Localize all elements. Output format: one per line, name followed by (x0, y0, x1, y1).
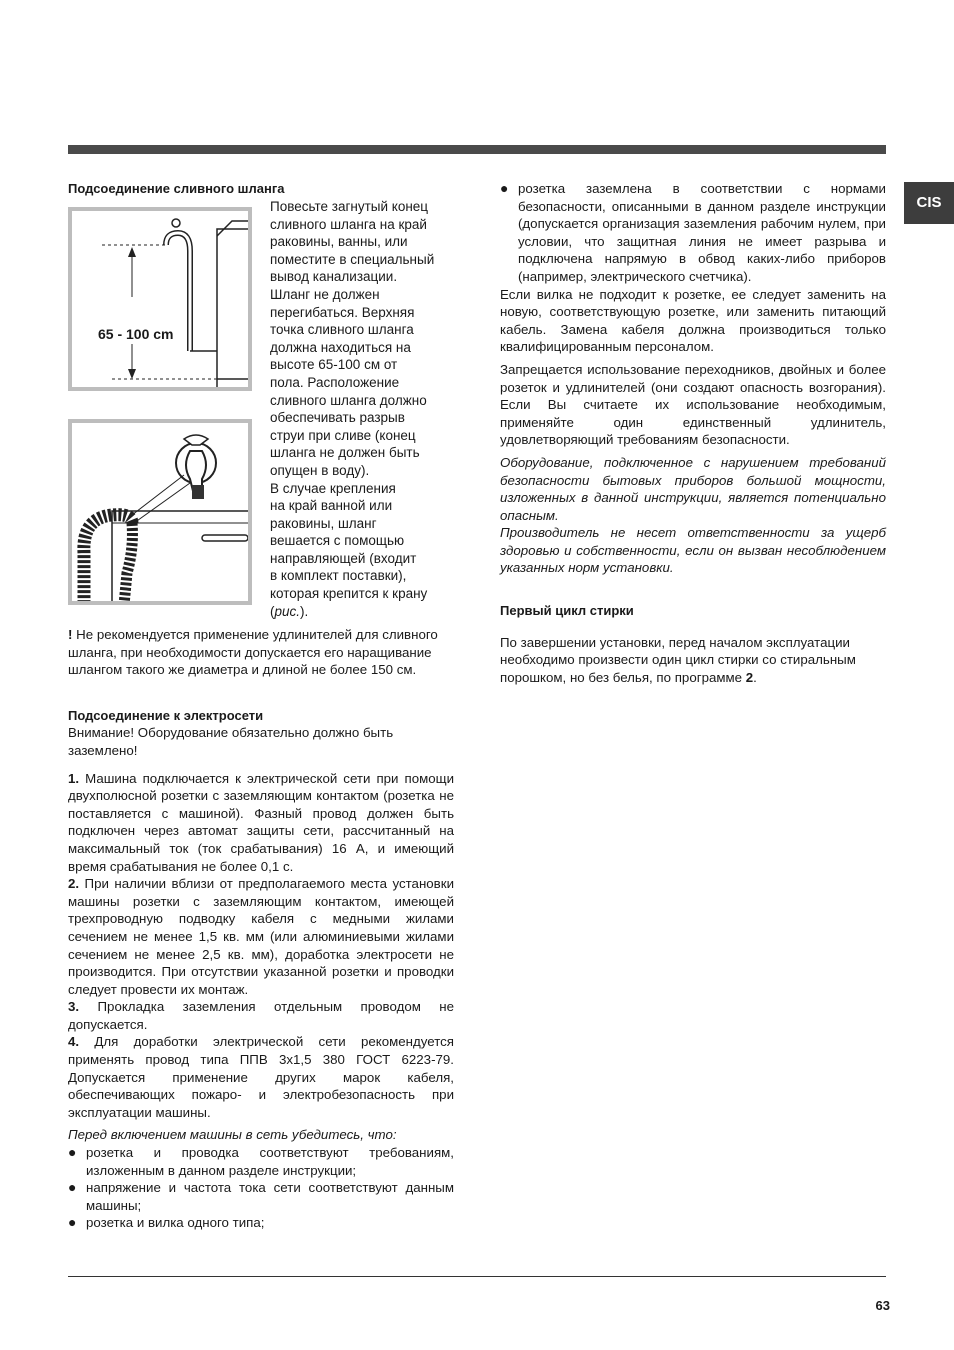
liability-note: Производитель не несет ответственности за ущерб здоровью и собственности, если он вызван несоблюдением указанных норм установки. (500, 525, 886, 576)
drain-line: сливного шланга на край (270, 216, 427, 232)
drain-line: вешается с помощью (270, 533, 405, 549)
drain-line: опущен в воду). (270, 462, 370, 478)
drain-line: обеспечивать разрыв (270, 410, 405, 426)
drain-line: на край ванной или (270, 498, 393, 514)
footer-rule (68, 1276, 886, 1277)
hose-guide-illustration (72, 423, 248, 601)
drain-line: шланга не должен быть (270, 445, 420, 461)
safety-note: Оборудование, подключенное с нарушением требований безопасности бытовых приборов большой мощности, изложенных в данной инструкции, является потенциально опасным. (500, 454, 886, 523)
drain-height-figure (68, 207, 252, 391)
drain-warning (68, 626, 454, 679)
left-column (68, 180, 454, 1231)
first-cycle-title: Первый цикл стирки (500, 603, 634, 619)
item-number: 3. (68, 999, 80, 1015)
bullet-icon: ● (68, 1179, 77, 1196)
drain-line: направляющей (входит (270, 550, 417, 566)
drain-line: должна находиться на (270, 339, 411, 355)
electric-title: Подсоединение к электросети (68, 707, 264, 723)
drain-line: поместите в специальный (270, 251, 435, 267)
bullet-icon: ● (68, 1144, 77, 1161)
check-bullet (68, 1214, 454, 1232)
paren-close: ). (300, 603, 309, 619)
height-label: 65 - 100 cm (98, 326, 174, 342)
adapters-paragraph: Запрещается использование переходников, двойных и более розеток и удлинителей (они создают опасность возгорания). Если Вы считаете их использование необходимым, применяйте один единственный удлинитель, удовлетворяющий требованиям безопасности. (500, 361, 886, 448)
drain-instructions (270, 198, 456, 620)
bullet-text: розетка заземлена в соответствии с нормами безопасности, описанными в данном разделе инструкции (допускается организация заземления рабочим нулем, при условии, что защитная линия не имеет разрыва и подключена напрямую в обвод каких-либо приборов (например, электрического счетчика). (518, 181, 886, 284)
drain-line: точка сливного шланга (270, 322, 414, 338)
electric-item-3 (68, 998, 454, 1033)
item-text: Машина подключается к электрической сети при помощи двухполюсной розетки с заземляющим контактом (розетка не поставляется с машиной). Фазный провод должен быть подключен через автомат защиты сети, рассчитанный на максимальный ток (ток срабатывания) 16 А, и имеющий время срабатывания не более 0,1 с. (68, 770, 454, 874)
drain-line: пола. Расположение (270, 374, 400, 390)
bullet-text: розетка и проводка соответствуют требованиям, изложенным в данном разделе инструкции; (86, 1145, 454, 1178)
check-bullet (500, 180, 886, 286)
first-cycle-end: . (753, 669, 757, 685)
bullet-text: розетка и вилка одного типа; (86, 1215, 265, 1231)
right-column (500, 180, 886, 686)
hose-guide-figure (68, 419, 252, 605)
drain-line: вывод канализации. (270, 269, 398, 285)
item-text: Для доработки электрической сети рекомендуется применять провод типа ППВ 3х1,5 380 ГОСТ 6223-79. Допускается применение других марок кабеля, обеспечивающих пожаро- и электробезопасность при эксплуатации машины. (68, 1034, 454, 1120)
first-cycle-text (500, 634, 886, 687)
check-bullet (68, 1179, 454, 1214)
language-tab (904, 182, 954, 224)
page-number: 63 (875, 1298, 890, 1313)
drain-title: Подсоединение сливного шланга (68, 181, 285, 196)
electric-item-1 (68, 770, 454, 876)
drain-line: в комплект поставки), (270, 568, 407, 584)
electric-item-4 (68, 1033, 454, 1121)
drain-line: Повесьте загнутый конец (270, 199, 429, 214)
language-tab-label: CIS (916, 194, 942, 212)
program-number: 2 (745, 669, 754, 685)
drain-line: струи при сливе (конец (270, 427, 416, 443)
bullet-text: напряжение и частота тока сети соответствуют данным машины; (86, 1180, 454, 1213)
item-text: Прокладка заземления отдельным проводом не допускается. (68, 999, 454, 1032)
item-number: 1. (68, 770, 80, 786)
check-bullet (68, 1144, 454, 1179)
drain-line: перегибаться. Верхняя (270, 304, 415, 320)
bullet-icon: ● (68, 1214, 77, 1231)
item-text: При наличии вблизи от предполагаемого места установки машины розетки с заземляющим контактом, имеющей трехпроводную подводку кабеля с медными жилами сечением не менее 1,5 кв. мм (или алюминиевыми жилами сечением не менее 2,5 кв. мм), доработка электросети не производится. При отсутствии указанной розетки и проводки следует провести их монтаж. (68, 876, 454, 997)
item-number: 2. (68, 876, 80, 892)
check-intro: Перед включением машины в сеть убедитесь, что: (68, 1127, 397, 1143)
drain-hose-height-illustration (72, 211, 248, 387)
plug-paragraph: Если вилка не подходит к розетке, ее следует заменить на новую, соответствующую розетке, или заменить питающий кабель. Замена кабеля должна производиться только квалифицированным персоналом. (500, 286, 886, 355)
drain-line-last (270, 603, 456, 621)
item-number: 4. (68, 1034, 80, 1050)
drain-line: высоте 65-100 см от (270, 357, 398, 373)
paren-open: ( (270, 603, 275, 619)
drain-line: сливного шланга должно (270, 392, 427, 408)
electric-item-2 (68, 875, 454, 998)
bullet-icon: ● (500, 180, 509, 196)
warning-icon: ! (68, 627, 73, 642)
header-rule (68, 145, 886, 154)
drain-line: В случае крепления (270, 480, 396, 496)
drain-line: раковины, шланг (270, 515, 377, 531)
figure-ref: рис. (274, 603, 301, 619)
drain-line: раковины, ванны, или (270, 234, 408, 250)
drain-line: которая крепится к крану (270, 586, 428, 602)
warning-text: Не рекомендуется применение удлинителей для сливного шланга, при необходимости допускается его наращивание шлангом такого же диаметра и длиной не более 150 см. (68, 627, 438, 678)
first-cycle-body: По завершении установки, перед началом эксплуатации необходимо произвести один цикл стирки со стиральным порошком, но без белья, по программе (500, 634, 856, 685)
electric-attention: Внимание! Оборудование обязательно должно быть заземлено! (68, 725, 394, 758)
drain-line: Шланг не должен (270, 286, 380, 302)
lower-left-content (68, 626, 454, 1232)
